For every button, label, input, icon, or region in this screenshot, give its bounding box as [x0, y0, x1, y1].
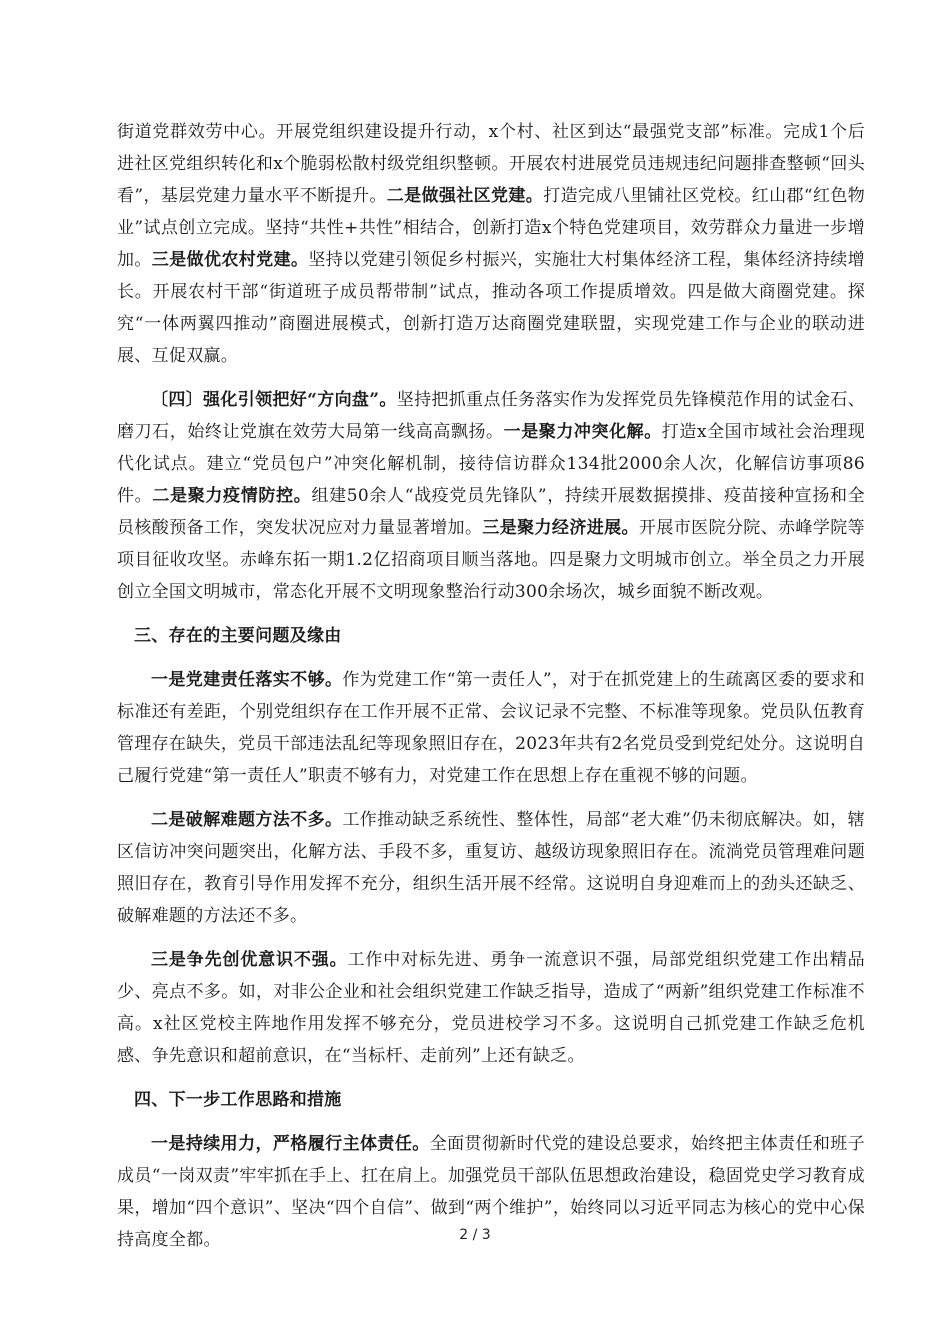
paragraph-community-party-building — [117, 116, 865, 372]
paragraph-text: 坚持以党建引领促乡村振兴，实施壮大村集体经济工程，集体经济持续增长。开展农村干部“街道班子成员帮带制”试点，推动各项工作提质增效。四是做大商圈党建。探究“一体两翼四推动”商圈进展模式，创新打造万达商圈党建联盟，实现党建工作与企业的联动进展、互促双赢。 — [117, 250, 865, 366]
paragraph-text: 打造x全国市域社会治理现代化试点。建立“党员包户”冲突化解机制，接待信访群众134批2000余人次，化解信访事项86件。 — [117, 422, 865, 506]
heading-main-problems: 三、存在的主要问题及缘由 — [134, 626, 342, 646]
paragraph-text: 打造完成八里铺社区党校。红山郡“红色物业”试点创立完成。坚持“共性+共性”相结合，创新打造x个特色党建项目，效劳群众力量进一步增加。 — [117, 186, 866, 270]
page-number: 2 / 3 — [459, 1227, 491, 1243]
document-body — [117, 116, 865, 1268]
bold-lead: 二是破解难题方法不多。 — [151, 810, 343, 830]
bold-lead: 二是聚力疫情防控。 — [152, 486, 312, 506]
paragraph-text: 工作中对标先进、勇争一流意识不强，局部党组织党建工作出精品少、亮点不多。如，对非公企业和社会组织党建工作缺乏指导，造成了“两新”组织党建工作标准不高。x社区党校主阵地作用发挥不够充分，党员进校学习不多。这说明自己抓党建工作缺乏危机感、争先意识和超前意识，在“当标杆、走前列”上还有缺乏。 — [117, 950, 865, 1066]
paragraph-text: 作为党建工作“第一责任人”，对于在抓党建上的生疏离区委的要求和标准还有差距，个别党组织存在工作开展不正常、会议记录不完整、不标准等现象。党员队伍教育管理存在缺失，党员干部违法乱纪等现象照旧存在，2023年共有2名党员受到党纪处分。这说明自己履行党建“第一责任人”职责不够有力，对党建工作在思想上存在重视不够的问题。 — [117, 670, 865, 786]
bold-lead: 三是聚力经济进展。 — [482, 518, 639, 538]
paragraph-problem-one — [117, 664, 865, 792]
paragraph-text: 街道党群效劳中心。开展党组织建设提升行动，x个村、社区到达“最强党支部”标准。完成1个后进社区党组织转化和x个脆弱松散村级党组织整顿。开展农村进展党员违规违纪问题排查整顿“回头看”，基层党建力量水平不断提升。 — [117, 122, 865, 206]
bold-lead: 一是持续用力，严格履行主体责任。 — [151, 1134, 430, 1154]
heading-next-steps: 四、下一步工作思路和措施 — [134, 1090, 342, 1110]
paragraph-problem-three — [117, 944, 865, 1072]
paragraph-text: 组建50余人“战疫党员先锋队”，持续开展数据摸排、疫苗接种宣扬和全员核酸预备工作，突发状况应对力量显著增加。 — [117, 486, 865, 538]
paragraph-problem-two — [117, 804, 865, 932]
bold-lead: 一是党建责任落实不够。 — [151, 670, 343, 690]
bold-lead: 三是争先创优意识不强。 — [151, 950, 348, 970]
paragraph-text: 全面贯彻新时代党的建设总要求，始终把主体责任和班子成员“一岗双责”牢牢抓在手上、扛在肩上。加强党员干部队伍思想政治建设，稳固党史学习教育成果，增加“四个意识”、坚决“四个自信”、做到“两个维护”，始终同以习近平同志为核心的党中心保持高度全都。 — [117, 1134, 865, 1250]
paragraph-text: 坚持把抓重点任务落实作为发挥党员先锋模范作用的试金石、磨刀石，始终让党旗在效劳大局第一线高高飘扬。 — [117, 390, 865, 442]
paragraph-text: 工作推动缺乏系统性、整体性，局部“老大难”仍未彻底解决。如，辖区信访冲突问题突出，化解方法、手段不多，重复访、越级访现象照旧存在。流淌党员管理难问题照旧存在，教育引导作用发挥不充分，组织生活开展不经常。这说明自身迎难而上的劲头还缺乏、破解难题的方法还不多。 — [117, 810, 865, 926]
bold-lead: 三是做优农村党建。 — [151, 250, 309, 270]
paragraph-text: 开展市医院分院、赤峰学院等项目征收攻坚。赤峰东拓一期1.2亿招商项目顺当落地。四是聚力文明城市创立。举全员之力开展创立全国文明城市，常态化开展不文明现象整治行动300余场次，城乡面貌不断改观。 — [117, 518, 865, 602]
bold-lead: 〔四〕强化引领把好“方向盘”。 — [151, 390, 397, 410]
bold-lead: 一是聚力冲突化解。 — [503, 422, 662, 442]
bold-lead: 二是做强社区党建。 — [386, 186, 544, 206]
paragraph-section-four — [117, 384, 865, 608]
